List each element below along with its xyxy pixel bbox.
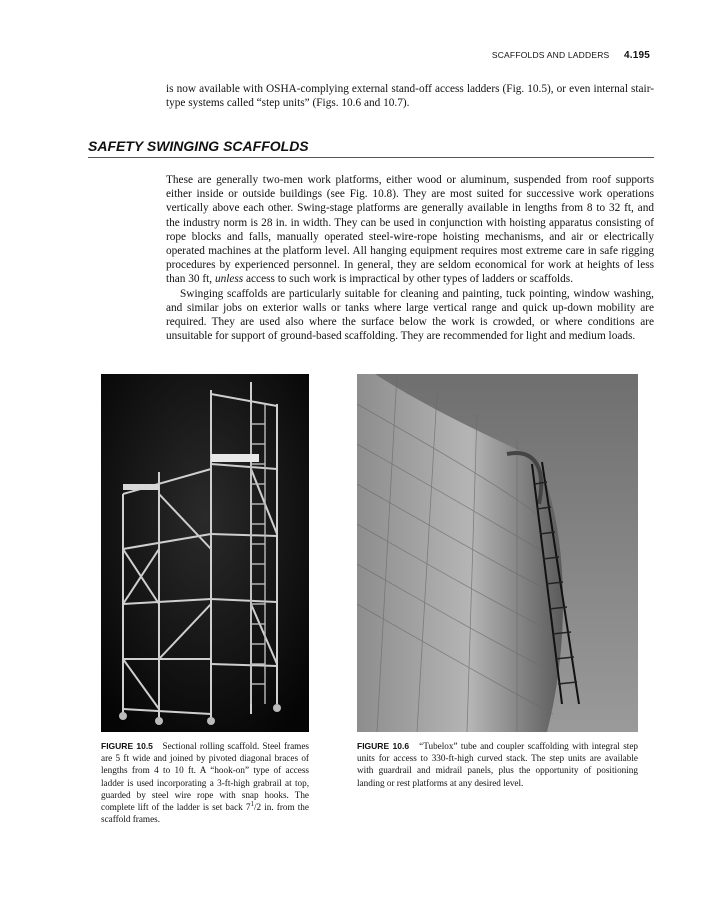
paragraph-2: Swinging scaffolds are particularly suitable for cleaning and painting, tuck pointing, window washing, and similar jobs on exterior walls or tanks where large vertical range and quick up-down mobility are required. They are used also where the surface below the work is crowded, or where conditions are unsuitable for support of ground-based scaffolding. They are recommended for light and medium loads. (166, 287, 654, 343)
emphasis-unless: unless (214, 273, 244, 286)
figure-10-5-caption-text-a: Sectional rolling scaffold. Steel frames are 5 ft wide and joined by pivoted diagonal braces of lengths from 4 to 10 ft. A “hook-on” type of access ladder is used incorporating a 3-ft-high grabrail at top, guarded by steel wire rope with snap hooks. The complete lift of the ladder is set back 7 (101, 741, 309, 813)
paragraph-1-text-b: access to such work is impractical by other types of ladders or scaffolds. (243, 273, 574, 286)
figure-10-5-photo (101, 374, 309, 732)
paragraph-1 (166, 173, 654, 287)
figure-10-6-caption-text: “Tubelox” tube and coupler scaffolding with integral step units for access to 330-ft-high curved stack. The step units are available with guardrail and midrail panels, plus the opportunity of positioning landing or rest platforms at any desired level. (357, 741, 638, 788)
figure-10-5-caption (101, 740, 309, 825)
running-header (492, 50, 650, 61)
rolling-scaffold-illustration (101, 374, 309, 732)
figure-10-6-photo (357, 374, 638, 732)
paragraph-1-text-a: These are generally two-men work platforms, either wood or aluminum, suspended from roof supports either inside or outside buildings (see Fig. 10.8). They are most suited for successive work operations vertically above each other. Swing-stage platforms are generally available in lengths from 8 to 32 ft, and the industry norm is 28 in. in width. They can be used in conjunction with hoisting apparatus consisting of rope blocks and falls, manually operated steel-wire-rope hoisting mechanisms, and air or electrically operated machines at the platform level. All hanging equipment requires most extreme care in safe rigging procedures by experienced personnel. In general, they are seldom economical for work at heights of less than 30 ft, (166, 174, 654, 286)
intro-paragraph: is now available with OSHA-complying external stand-off access ladders (Fig. 10.5), or even internal stair-type systems called “step units” (Figs. 10.6 and 10.7). (166, 83, 654, 110)
section-title: SAFETY SWINGING SCAFFOLDS (88, 138, 654, 158)
page-number: 4.195 (623, 50, 650, 61)
section-body (166, 173, 654, 343)
figure-10-5-label: FIGURE 10.5 (101, 741, 153, 751)
fraction-numerator: 1 (250, 799, 254, 808)
figure-10-6-caption (357, 740, 638, 789)
figure-10-5-caption-text-b: /2 in. from the scaffold frames. (101, 802, 309, 825)
figure-10-6-label: FIGURE 10.6 (357, 741, 410, 751)
curved-stack-illustration (357, 374, 638, 732)
running-title: SCAFFOLDS AND LADDERS (491, 50, 610, 60)
